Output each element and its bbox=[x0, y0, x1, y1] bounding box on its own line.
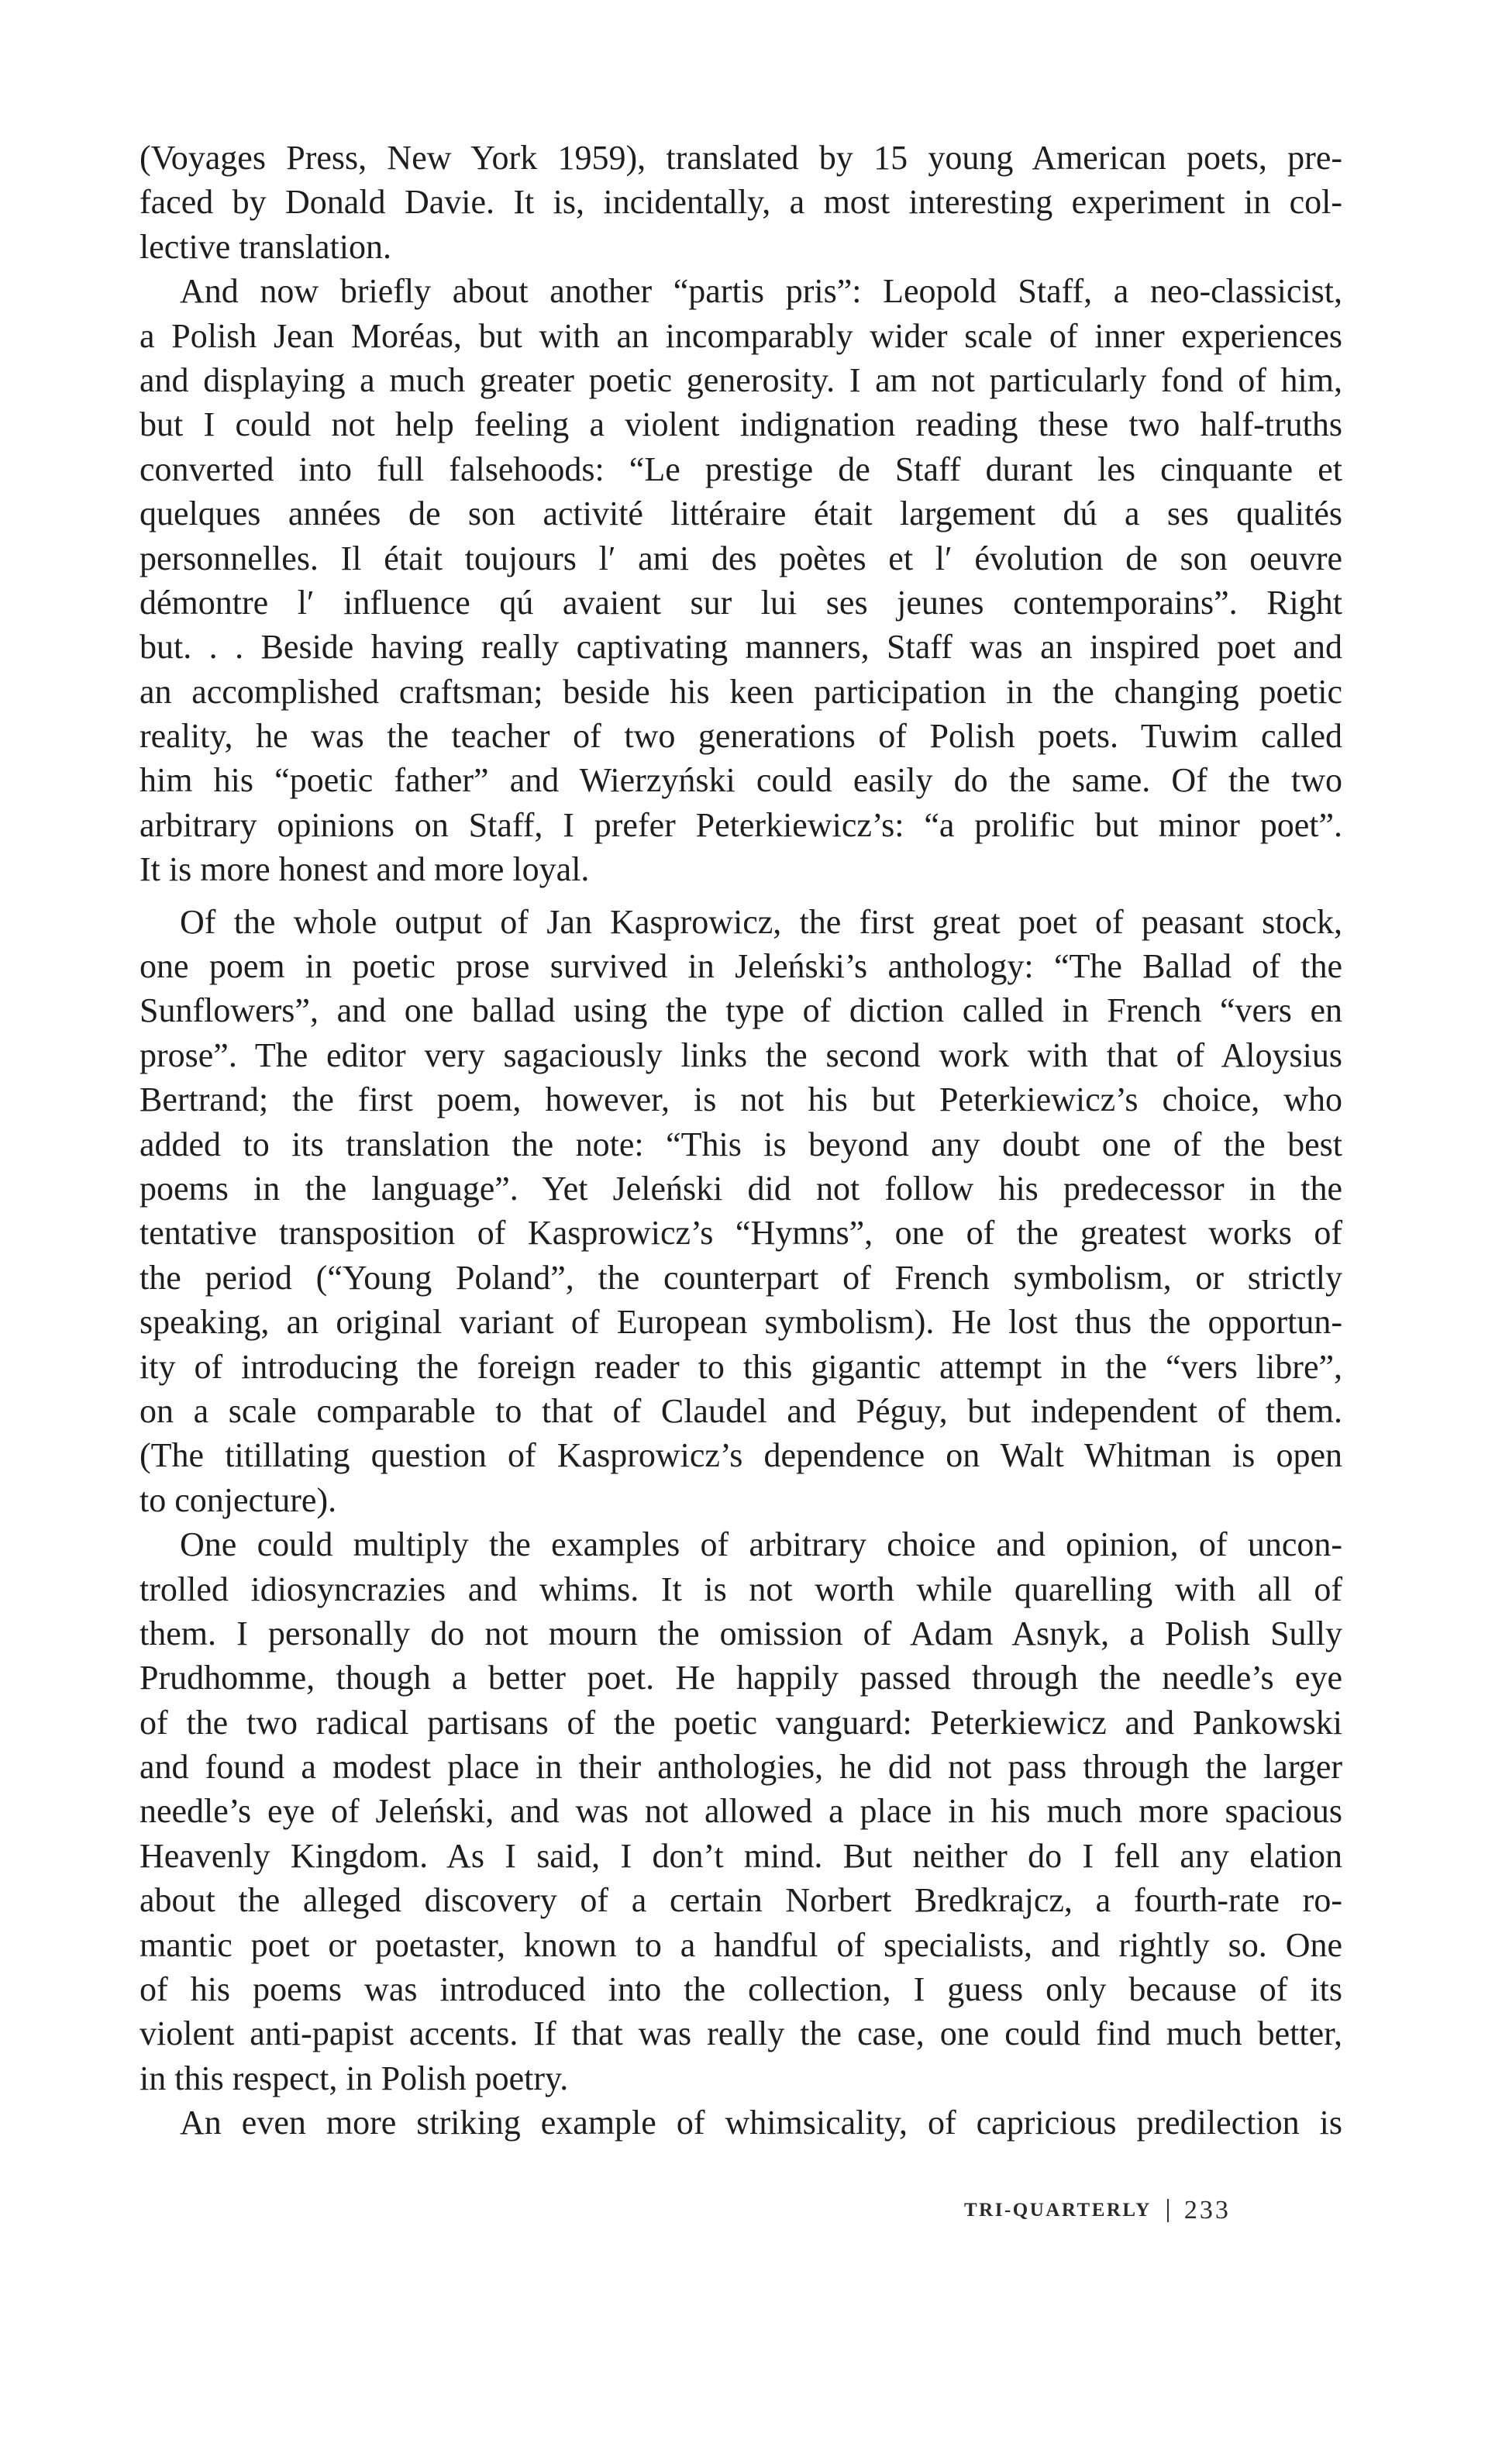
text-line: Prudhomme, though a better poet. He happily passed through the needle’s eye bbox=[140, 1659, 1342, 1697]
text-line: but. . . Beside having really captivating manners, Staff was an inspired poet and bbox=[140, 628, 1342, 667]
text-line: of his poems was introduced into the collection, I guess only because of its bbox=[140, 1970, 1342, 2009]
text-line: Bertrand; the first poem, however, is not his but Peterkiewicz’s choice, who bbox=[140, 1080, 1342, 1119]
paragraph bbox=[140, 136, 1342, 269]
text-line: trolled idiosyncrazies and whims. It is not worth while quarelling with all of bbox=[140, 1570, 1342, 1608]
text-line: an accomplished craftsman; beside his keen participation in the changing poetic bbox=[140, 672, 1342, 711]
paragraph bbox=[140, 269, 1342, 891]
text-line: And now briefly about another “partis pris”: Leopold Staff, a neo-classicist, bbox=[180, 272, 1342, 311]
text-line: tentative transposition of Kasprowicz’s “Hymns”, one of the greatest works of bbox=[140, 1214, 1342, 1253]
text-line: converted into full falsehoods: “Le prestige de Staff durant les cinquante et bbox=[140, 450, 1342, 488]
text-line: the period (“Young Poland”, the counterpart of French symbolism, or strictly bbox=[140, 1258, 1342, 1297]
body-text bbox=[140, 136, 1342, 2145]
text-line: in this respect, in Polish poetry. bbox=[140, 2059, 569, 2097]
text-line: but I could not help feeling a violent indignation reading these two half-truths bbox=[140, 405, 1342, 444]
text-line: to conjecture). bbox=[140, 1480, 337, 1519]
text-line: quelques années de son activité littéraire était largement dú a ses qualités bbox=[140, 495, 1342, 533]
text-line: Of the whole output of Jan Kasprowicz, the first great poet of peasant stock, bbox=[180, 902, 1342, 941]
text-line: of the two radical partisans of the poetic vanguard: Peterkiewicz and Pankowski bbox=[140, 1703, 1342, 1742]
text-line: on a scale comparable to that of Claudel and Péguy, but independent of them. bbox=[140, 1391, 1342, 1430]
text-line: (Voyages Press, New York 1959), translated by 15 young American poets, pre- bbox=[140, 139, 1342, 177]
text-line: him his “poetic father” and Wierzyński could easily do the same. Of the two bbox=[140, 761, 1342, 800]
paragraph bbox=[140, 1522, 1342, 2100]
text-line: violent anti-papist accents. If that was really the case, one could find much better, bbox=[140, 2014, 1342, 2053]
text-line: personnelles. Il était toujours l′ ami des poètes et l′ évolution de son oeuvre bbox=[140, 539, 1342, 577]
text-line: mantic poet or poetaster, known to a handful of specialists, and rightly so. One bbox=[140, 1925, 1342, 1964]
text-line: prose”. The editor very sagaciously links the second work with that of Aloysius bbox=[140, 1036, 1342, 1074]
paragraph bbox=[140, 900, 1342, 1522]
text-line: them. I personally do not mourn the omission of Adam Asnyk, a Polish Sully bbox=[140, 1614, 1342, 1652]
footer-divider bbox=[1167, 2199, 1169, 2222]
text-line: speaking, an original variant of European symbolism). He lost thus the opportun- bbox=[140, 1303, 1342, 1342]
text-line: added to its translation the note: “This is beyond any doubt one of the best bbox=[140, 1125, 1342, 1163]
text-line: one poem in poetic prose survived in Jeleński’s anthology: “The Ballad of the bbox=[140, 947, 1342, 986]
text-line: Sunflowers”, and one ballad using the type of diction called in French “vers en bbox=[140, 991, 1342, 1030]
page-footer bbox=[964, 2195, 1231, 2226]
paragraph bbox=[140, 2100, 1342, 2145]
text-line: and displaying a much greater poetic generosity. I am not particularly fond of him, bbox=[140, 360, 1342, 399]
text-line: (The titillating question of Kasprowicz’s dependence on Walt Whitman is open bbox=[140, 1436, 1342, 1475]
text-line: arbitrary opinions on Staff, I prefer Peterkiewicz’s: “a prolific but minor poet”. bbox=[140, 805, 1342, 844]
text-line: lective translation. bbox=[140, 227, 391, 266]
page-number: 233 bbox=[1183, 2196, 1231, 2224]
text-line: démontre l′ influence qú avaient sur lui ses jeunes contemporains”. Right bbox=[140, 583, 1342, 622]
text-line: a Polish Jean Moréas, but with an incomparably wider scale of inner experiences bbox=[140, 316, 1342, 355]
text-line: faced by Donald Davie. It is, incidentally, a most interesting experiment in col- bbox=[140, 183, 1342, 222]
text-line: about the alleged discovery of a certain Norbert Bredkrajcz, a fourth-rate ro- bbox=[140, 1881, 1342, 1920]
text-line: poems in the language”. Yet Jeleński did not follow his predecessor in the bbox=[140, 1169, 1342, 1208]
text-line: reality, he was the teacher of two generations of Polish poets. Tuwim called bbox=[140, 717, 1342, 756]
journal-title: TRI-QUARTERLY bbox=[964, 2200, 1152, 2221]
text-line: needle’s eye of Jeleński, and was not allowed a place in his much more spacious bbox=[140, 1792, 1342, 1831]
text-line: Heavenly Kingdom. As I said, I don’t mind. But neither do I fell any elation bbox=[140, 1836, 1342, 1875]
text-line: An even more striking example of whimsicality, of capricious predilection is bbox=[180, 2104, 1342, 2142]
text-line: One could multiply the examples of arbitrary choice and opinion, of uncon- bbox=[180, 1525, 1342, 1564]
text-line: and found a modest place in their anthologies, he did not pass through the larger bbox=[140, 1748, 1342, 1787]
text-line: ity of introducing the foreign reader to this gigantic attempt in the “vers libre”, bbox=[140, 1347, 1342, 1386]
text-line: It is more honest and more loyal. bbox=[140, 850, 590, 889]
